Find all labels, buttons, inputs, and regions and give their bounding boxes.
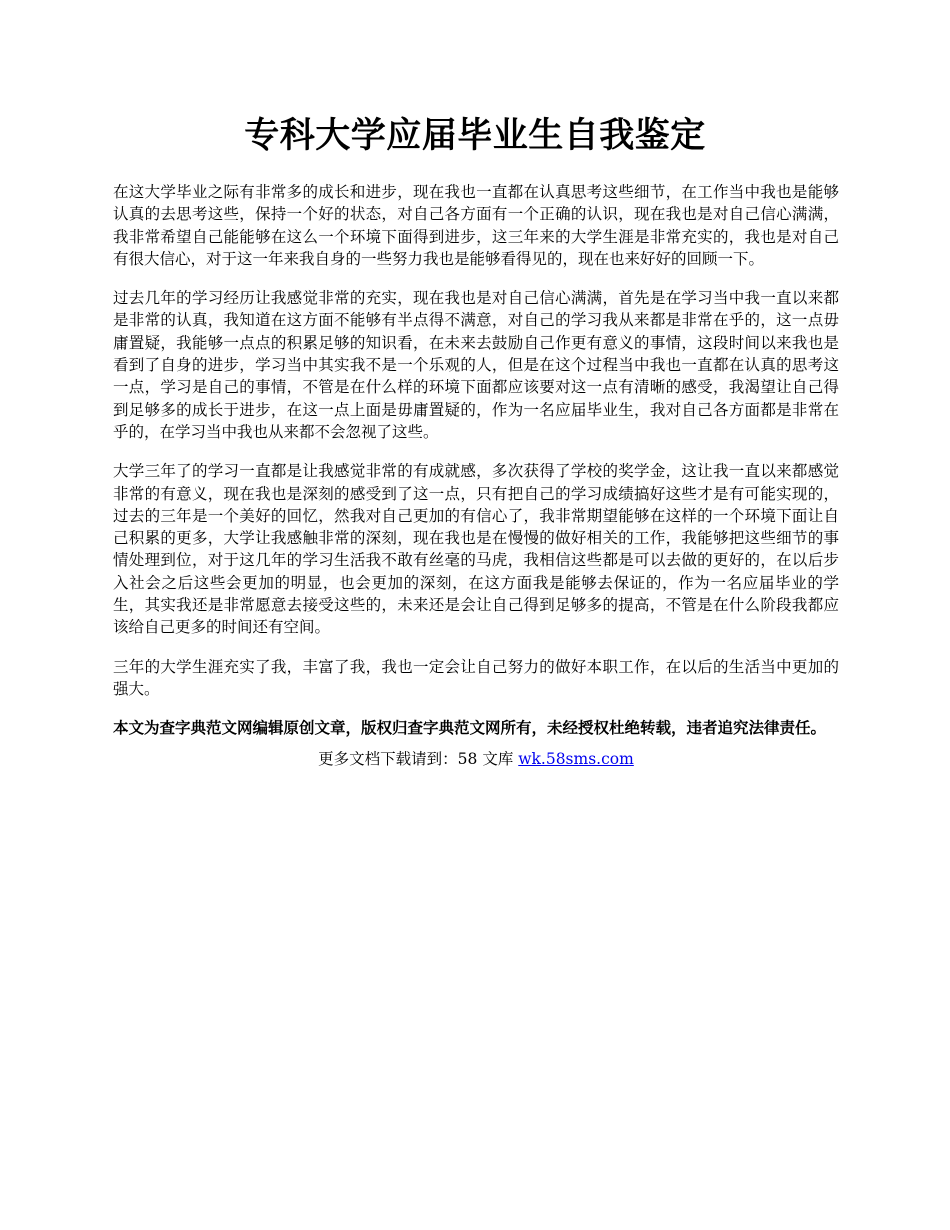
paragraph-4: 三年的大学生涯充实了我，丰富了我，我也一定会让自己努力的做好本职工作，在以后的生活当中更加的强大。 <box>113 657 839 698</box>
copyright-notice: 本文为查字典范文网编辑原创文章，版权归查字典范文网所有，未经授权杜绝转载，违者追究法律责任。 <box>113 719 827 738</box>
footer-prefix: 更多文档下载请到：58 文库 <box>318 749 519 768</box>
document-body <box>113 181 839 771</box>
download-footer <box>113 747 839 771</box>
paragraph-3: 大学三年了的学习一直都是让我感觉非常的有成就感，多次获得了学校的奖学金，这让我一直以来都感觉非常的有意义，现在我也是深刻的感受到了这一点，只有把自己的学习成绩搞好这些才是有可能实现的，过去的三年是一个美好的回忆，然我对自己更加的有信心了，我非常期望能够在这样的一个环境下面让自己积累的更多，大学让我感触非常的深刻，现在我也是在慢慢的做好相关的工作，我能够把这些细节的事情处理到位，对于这几年的学习生活我不敢有丝毫的马虎，我相信这些都是可以去做的更好的，在以后步入社会之后这些会更加的明显，也会更加的深刻，在这方面我是能够去保证的，作为一名应届毕业的学生，其实我还是非常愿意去接受这些的，未来还是会让自己得到足够多的提高，不管是在什么阶段我都应该给自己更多的时间还有空间。 <box>113 462 839 637</box>
download-site-link[interactable]: wk.58sms.com <box>518 749 634 768</box>
paragraph-1: 在这大学毕业之际有非常多的成长和进步，现在我也一直都在认真思考这些细节，在工作当中我也是能够认真的去思考这些，保持一个好的状态，对自己各方面有一个正确的认识，现在我也是对自己信心满满，我非常希望自己能能够在这么一个环境下面得到进步，这三年来的大学生涯是非常充实的，我也是对自己有很大信心，对于这一年来我自身的一些努力我也是能够看得见的，现在也来好好的回顾一下。 <box>113 183 839 268</box>
page-title: 专科大学应届毕业生自我鉴定 <box>244 116 706 156</box>
paragraph-2: 过去几年的学习经历让我感觉非常的充实，现在我也是对自己信心满满，首先是在学习当中我一直以来都是非常的认真，我知道在这方面不能够有半点得不满意，对自己的学习我从来都是非常在乎的，这一点毋庸置疑，我能够一点点的积累足够的知识看，在未来去鼓励自己作更有意义的事情，这段时间以来我也是看到了自身的进步，学习当中其实我不是一个乐观的人，但是在这个过程当中我也一直都在认真的思考这一点，学习是自己的事情，不管是在什么样的环境下面都应该要对这一点有清晰的感受，我渴望让自己得到足够多的成长于进步，在这一点上面是毋庸置疑的，作为一名应届毕业生，我对自己各方面都是非常在乎的，在学习当中我也从来都不会忽视了这些。 <box>113 289 839 441</box>
